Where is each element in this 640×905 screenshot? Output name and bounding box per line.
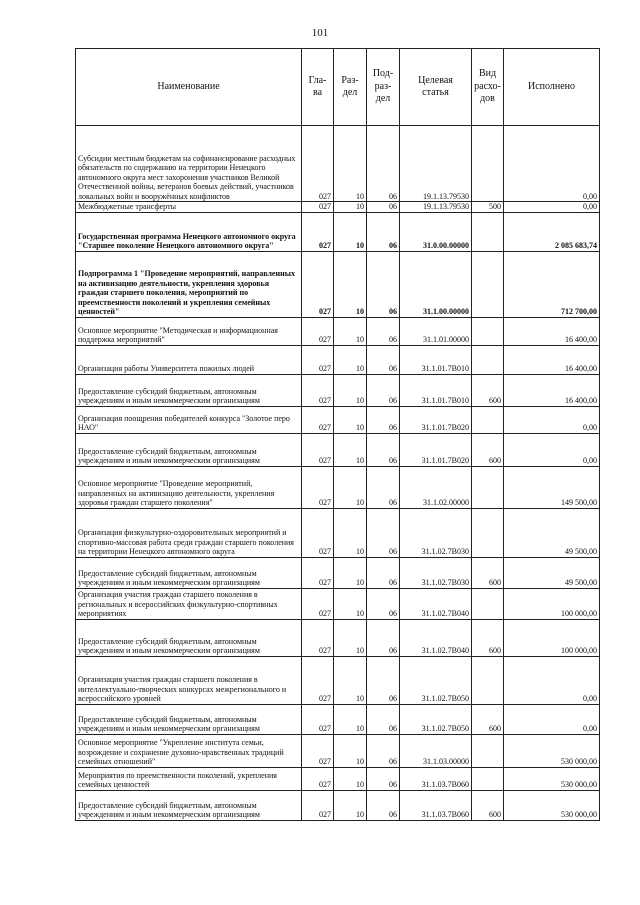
table-row: [76, 557, 600, 588]
header-name: Наименование: [76, 49, 302, 126]
header-chapter: Гла- ва: [302, 49, 334, 126]
row-name-cell: Предоставление субсидий бюджетным, автономным учреждениям и иным некоммерческим организациям: [76, 790, 302, 820]
row-expense-cell: [472, 345, 504, 374]
row-chapter-cell: 027: [302, 345, 334, 374]
row-section-cell: 10: [334, 557, 367, 588]
row-name-cell: Основное мероприятие "Методическая и информационная поддержка мероприятий": [76, 317, 302, 345]
row-expense-cell: 500: [472, 202, 504, 213]
row-subsection-cell: 06: [367, 212, 400, 251]
row-chapter-cell: 027: [302, 508, 334, 557]
row-done-cell: 100 000,00: [504, 588, 600, 619]
table-row: [76, 202, 600, 213]
row-target-cell: 31.1.02.7B030: [400, 508, 472, 557]
row-expense-cell: [472, 126, 504, 202]
row-target-cell: 31.1.01.7B010: [400, 374, 472, 406]
row-done-cell: 530 000,00: [504, 734, 600, 767]
row-section-cell: 10: [334, 767, 367, 790]
row-section-cell: 10: [334, 466, 367, 508]
row-subsection-cell: 06: [367, 767, 400, 790]
row-expense-cell: [472, 508, 504, 557]
row-name-cell: Субсидии местным бюджетам на софинансирование расходных обязательств по содержанию на территории Ненецкого автономного округа мест захоронения участников Великой Отечественной войны, ветеранов боевых действий, участников локальных войн и вооружённых конфликтов: [76, 126, 302, 202]
row-expense-cell: [472, 466, 504, 508]
row-done-cell: 0,00: [504, 433, 600, 466]
row-done-cell: 0,00: [504, 704, 600, 734]
row-section-cell: 10: [334, 704, 367, 734]
row-expense-cell: [472, 588, 504, 619]
table-row: [76, 588, 600, 619]
row-section-cell: 10: [334, 317, 367, 345]
header-subsection: Под- раз- дел: [367, 49, 400, 126]
row-section-cell: 10: [334, 345, 367, 374]
row-target-cell: 31.1.02.7B050: [400, 656, 472, 704]
row-chapter-cell: 027: [302, 619, 334, 656]
row-subsection-cell: 06: [367, 202, 400, 213]
row-chapter-cell: 027: [302, 656, 334, 704]
row-done-cell: 149 500,00: [504, 466, 600, 508]
row-name-cell: Организация поощрения победителей конкурса "Золотое перо НАО": [76, 406, 302, 433]
row-target-cell: 31.1.01.7B020: [400, 433, 472, 466]
row-done-cell: 530 000,00: [504, 790, 600, 820]
row-done-cell: 49 500,00: [504, 508, 600, 557]
row-name-cell: Межбюджетные трансферты: [76, 202, 302, 213]
table-row: [76, 251, 600, 317]
row-chapter-cell: 027: [302, 374, 334, 406]
row-section-cell: 10: [334, 374, 367, 406]
row-subsection-cell: 06: [367, 345, 400, 374]
table-row: [76, 508, 600, 557]
table-row: [76, 466, 600, 508]
row-chapter-cell: 027: [302, 126, 334, 202]
row-target-cell: 31.1.02.7B030: [400, 557, 472, 588]
row-chapter-cell: 027: [302, 734, 334, 767]
table-header-row: [76, 49, 600, 126]
row-target-cell: 31.1.00.00000: [400, 251, 472, 317]
row-subsection-cell: 06: [367, 508, 400, 557]
row-section-cell: 10: [334, 588, 367, 619]
row-subsection-cell: 06: [367, 466, 400, 508]
row-expense-cell: [472, 251, 504, 317]
row-expense-cell: [472, 317, 504, 345]
row-subsection-cell: 06: [367, 704, 400, 734]
table-row: [76, 790, 600, 820]
row-name-cell: Предоставление субсидий бюджетным, автономным учреждениям и иным некоммерческим организациям: [76, 374, 302, 406]
table-row: [76, 656, 600, 704]
row-section-cell: 10: [334, 212, 367, 251]
row-chapter-cell: 027: [302, 433, 334, 466]
row-chapter-cell: 027: [302, 767, 334, 790]
row-expense-cell: [472, 212, 504, 251]
row-subsection-cell: 06: [367, 126, 400, 202]
row-expense-cell: [472, 767, 504, 790]
table-row: [76, 433, 600, 466]
row-chapter-cell: 027: [302, 588, 334, 619]
row-target-cell: 31.1.01.7B010: [400, 345, 472, 374]
row-expense-cell: [472, 406, 504, 433]
row-expense-cell: 600: [472, 433, 504, 466]
row-subsection-cell: 06: [367, 619, 400, 656]
row-section-cell: 10: [334, 790, 367, 820]
row-chapter-cell: 027: [302, 704, 334, 734]
row-name-cell: Организация участия граждан старшего поколения в интеллектуально-творческих конкурсах межрегионального и всероссийского уровней: [76, 656, 302, 704]
row-expense-cell: 600: [472, 704, 504, 734]
row-section-cell: 10: [334, 508, 367, 557]
table-row: [76, 374, 600, 406]
table-row: [76, 126, 600, 202]
table-row: [76, 345, 600, 374]
table-row: [76, 704, 600, 734]
row-chapter-cell: 027: [302, 202, 334, 213]
row-done-cell: 0,00: [504, 656, 600, 704]
row-section-cell: 10: [334, 433, 367, 466]
row-section-cell: 10: [334, 251, 367, 317]
row-done-cell: 16 400,00: [504, 374, 600, 406]
row-expense-cell: [472, 734, 504, 767]
row-target-cell: 31.1.02.00000: [400, 466, 472, 508]
page-number: 101: [311, 27, 329, 39]
row-done-cell: 0,00: [504, 126, 600, 202]
table-row: [76, 767, 600, 790]
row-name-cell: Предоставление субсидий бюджетным, автономным учреждениям и иным некоммерческим организациям: [76, 704, 302, 734]
row-section-cell: 10: [334, 619, 367, 656]
row-target-cell: 31.1.03.7B060: [400, 767, 472, 790]
row-target-cell: 19.1.13.79530: [400, 126, 472, 202]
row-expense-cell: 600: [472, 557, 504, 588]
row-name-cell: Организация работы Университета пожилых людей: [76, 345, 302, 374]
budget-table: [75, 48, 600, 821]
header-expense-type: Вид расхо- дов: [472, 49, 504, 126]
row-target-cell: 31.1.02.7B050: [400, 704, 472, 734]
row-name-cell: Основное мероприятие "Проведение мероприятий, направленных на активизацию деятельности, укрепления здоровья граждан старшего поколения": [76, 466, 302, 508]
row-subsection-cell: 06: [367, 790, 400, 820]
header-done: Исполнено: [504, 49, 600, 126]
row-subsection-cell: 06: [367, 317, 400, 345]
table-row: [76, 619, 600, 656]
row-subsection-cell: 06: [367, 433, 400, 466]
row-expense-cell: 600: [472, 619, 504, 656]
row-name-cell: Мероприятия по преемственности поколений, укрепления семейных ценностей: [76, 767, 302, 790]
row-done-cell: 0,00: [504, 202, 600, 213]
row-chapter-cell: 027: [302, 790, 334, 820]
header-target: Целевая статья: [400, 49, 472, 126]
row-name-cell: Подпрограмма 1 "Проведение мероприятий, направленных на активизацию деятельности, укрепления здоровья граждан старшего поколения, мероприятий по преемственности поколений и укрепления семейных ценностей": [76, 251, 302, 317]
row-done-cell: 712 700,00: [504, 251, 600, 317]
table-row: [76, 317, 600, 345]
row-subsection-cell: 06: [367, 656, 400, 704]
row-name-cell: Организация участия граждан старшего поколения в региональных и всероссийских физкультурно-спортивных мероприятиях: [76, 588, 302, 619]
row-target-cell: 31.1.03.7B060: [400, 790, 472, 820]
row-done-cell: 2 085 683,74: [504, 212, 600, 251]
row-expense-cell: [472, 656, 504, 704]
row-done-cell: 16 400,00: [504, 317, 600, 345]
row-target-cell: 31.1.02.7B040: [400, 619, 472, 656]
row-subsection-cell: 06: [367, 557, 400, 588]
row-name-cell: Предоставление субсидий бюджетным, автономным учреждениям и иным некоммерческим организациям: [76, 619, 302, 656]
row-target-cell: 31.1.02.7B040: [400, 588, 472, 619]
row-done-cell: 530 000,00: [504, 767, 600, 790]
table-row: [76, 734, 600, 767]
table-row: [76, 212, 600, 251]
table-row: [76, 406, 600, 433]
row-subsection-cell: 06: [367, 406, 400, 433]
row-subsection-cell: 06: [367, 588, 400, 619]
row-chapter-cell: 027: [302, 212, 334, 251]
row-name-cell: Предоставление субсидий бюджетным, автономным учреждениям и иным некоммерческим организациям: [76, 557, 302, 588]
row-name-cell: Основное мероприятие "Укрепление института семьи, возрождение и сохранение духовно-нравственных традиций семейных отношений": [76, 734, 302, 767]
row-name-cell: Предоставление субсидий бюджетным, автономным учреждениям и иным некоммерческим организациям: [76, 433, 302, 466]
row-subsection-cell: 06: [367, 374, 400, 406]
row-section-cell: 10: [334, 202, 367, 213]
row-target-cell: 31.0.00.00000: [400, 212, 472, 251]
row-done-cell: 100 000,00: [504, 619, 600, 656]
row-target-cell: 31.1.01.00000: [400, 317, 472, 345]
row-target-cell: 31.1.03.00000: [400, 734, 472, 767]
row-section-cell: 10: [334, 656, 367, 704]
row-done-cell: 0,00: [504, 406, 600, 433]
row-section-cell: 10: [334, 406, 367, 433]
row-name-cell: Организация физкультурно-оздоровительных мероприятий и спортивно-массовая работа среди граждан старшего поколения на территории Ненецкого автономного округа: [76, 508, 302, 557]
row-expense-cell: 600: [472, 374, 504, 406]
row-name-cell: Государственная программа Ненецкого автономного округа "Старшее поколение Ненецкого автономного округа": [76, 212, 302, 251]
row-expense-cell: 600: [472, 790, 504, 820]
row-target-cell: 19.1.13.79530: [400, 202, 472, 213]
row-chapter-cell: 027: [302, 251, 334, 317]
row-chapter-cell: 027: [302, 557, 334, 588]
row-chapter-cell: 027: [302, 466, 334, 508]
row-done-cell: 49 500,00: [504, 557, 600, 588]
row-section-cell: 10: [334, 734, 367, 767]
row-target-cell: 31.1.01.7B020: [400, 406, 472, 433]
row-section-cell: 10: [334, 126, 367, 202]
header-section: Раз- дел: [334, 49, 367, 126]
row-chapter-cell: 027: [302, 317, 334, 345]
row-subsection-cell: 06: [367, 734, 400, 767]
row-subsection-cell: 06: [367, 251, 400, 317]
row-done-cell: 16 400,00: [504, 345, 600, 374]
row-chapter-cell: 027: [302, 406, 334, 433]
